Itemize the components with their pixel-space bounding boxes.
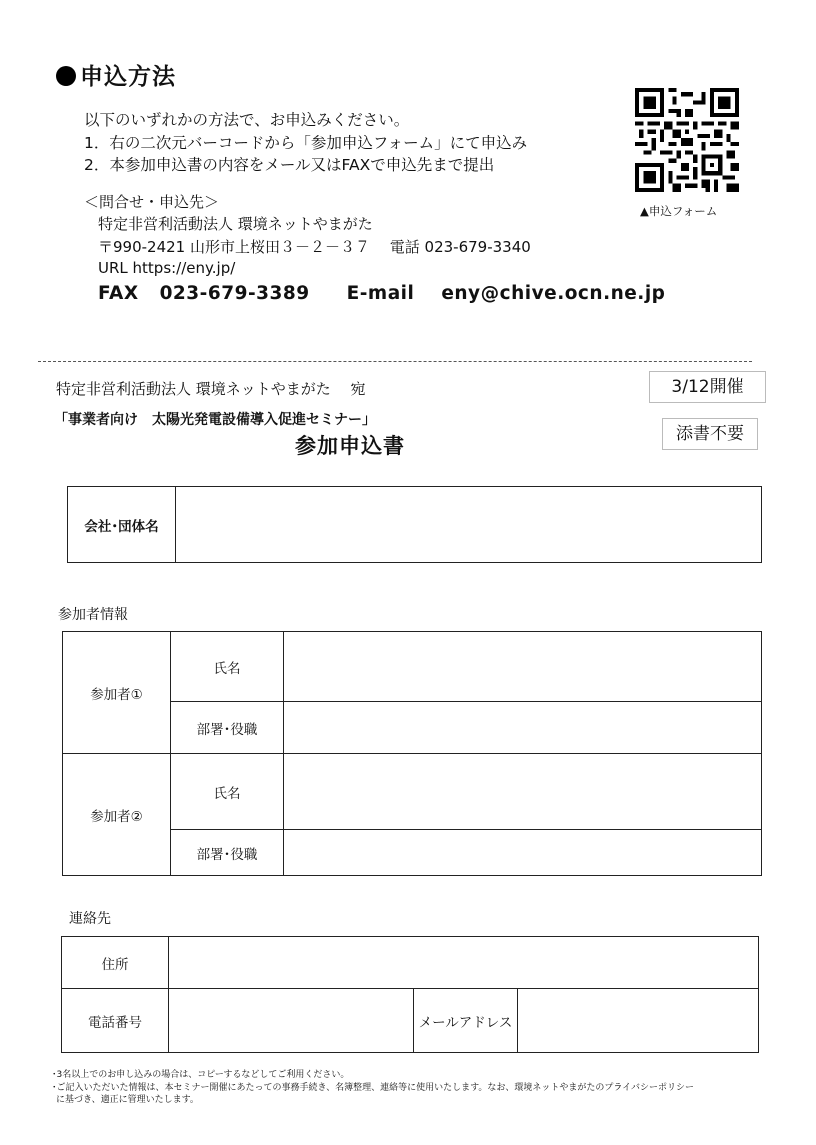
seminar-title: 「事業者向け 太陽光発電設備導入促進セミナー」 xyxy=(54,412,376,428)
address-input[interactable] xyxy=(169,937,759,989)
fax-label: FAX xyxy=(98,283,139,304)
company-input[interactable] xyxy=(176,487,762,563)
email-address[interactable]: eny@chive.ocn.ne.jp xyxy=(441,283,666,304)
email-input[interactable] xyxy=(518,989,759,1053)
date-badge: 3/12開催 xyxy=(649,371,766,403)
note-3: に基づき、適正に管理いたします。 xyxy=(56,1095,199,1105)
contact-table xyxy=(61,936,759,1053)
name-label: 氏名 xyxy=(171,632,284,702)
note-2: ･ご記入いただいた情報は、本セミナー開催にあたっての事務手続き、名簿整理、連絡等に使用いたします。なお、環境ネットやまがたのプライバシーポリシー xyxy=(52,1082,694,1093)
dept-label: 部署･役職 xyxy=(171,830,284,876)
addressee: 特定非営利活動法人 環境ネットやまがた 宛 xyxy=(56,380,366,398)
no-cover-letter-badge: 添書不要 xyxy=(662,418,758,450)
participant-2-dept-input[interactable] xyxy=(284,830,762,876)
bullet-icon xyxy=(56,66,76,86)
participants-table xyxy=(62,631,762,876)
address-label: 住所 xyxy=(62,937,169,989)
phone-label: 電話番号 xyxy=(62,989,169,1053)
fax-number: 023-679-3389 xyxy=(159,283,310,304)
phone-input[interactable] xyxy=(169,989,414,1053)
method-option-2: 2．本参加申込書の内容をメール又はFAXで申込先まで提出 xyxy=(84,156,495,174)
contact-org: 特定非営利活動法人 環境ネットやまがた xyxy=(98,215,373,233)
contact-heading: ＜問合せ・申込先＞ xyxy=(84,193,220,211)
note-1: ･3名以上でのお申し込みの場合は、コピーするなどしてご利用ください。 xyxy=(52,1070,350,1080)
participant-1-dept-input[interactable] xyxy=(284,702,762,754)
form-title: 参加申込書 xyxy=(295,434,405,458)
contact-url[interactable]: URL https://eny.jp/ xyxy=(98,259,236,277)
email-label: E-mail xyxy=(346,283,415,304)
company-table xyxy=(67,486,762,563)
method-intro: 以下のいずれかの方法で、お申込みください。 xyxy=(84,111,410,129)
footnotes xyxy=(52,1069,694,1107)
participant-1-label: 参加者① xyxy=(63,632,171,754)
method-heading: 申込方法 xyxy=(56,58,176,91)
participant-1-name-input[interactable] xyxy=(284,632,762,702)
participant-2-label: 参加者② xyxy=(63,754,171,876)
participants-heading: 参加者情報 xyxy=(58,607,128,623)
name-label: 氏名 xyxy=(171,754,284,830)
participant-2-name-input[interactable] xyxy=(284,754,762,830)
cut-line xyxy=(38,361,752,362)
company-label: 会社･団体名 xyxy=(68,487,176,563)
qr-code-icon[interactable] xyxy=(635,88,739,192)
dept-label: 部署･役職 xyxy=(171,702,284,754)
email-field-label: メールアドレス xyxy=(414,989,518,1053)
fax-email-line xyxy=(98,283,665,304)
qr-caption: ▲申込フォーム xyxy=(640,204,718,218)
method-option-1: 1．右の二次元バーコードから「参加申込フォーム」にて申込み xyxy=(84,134,528,152)
contact-section-heading: 連絡先 xyxy=(69,911,111,927)
contact-address: 〒990-2421 山形市上桜田３－２－３７ 電話 023-679-3340 xyxy=(98,238,531,256)
